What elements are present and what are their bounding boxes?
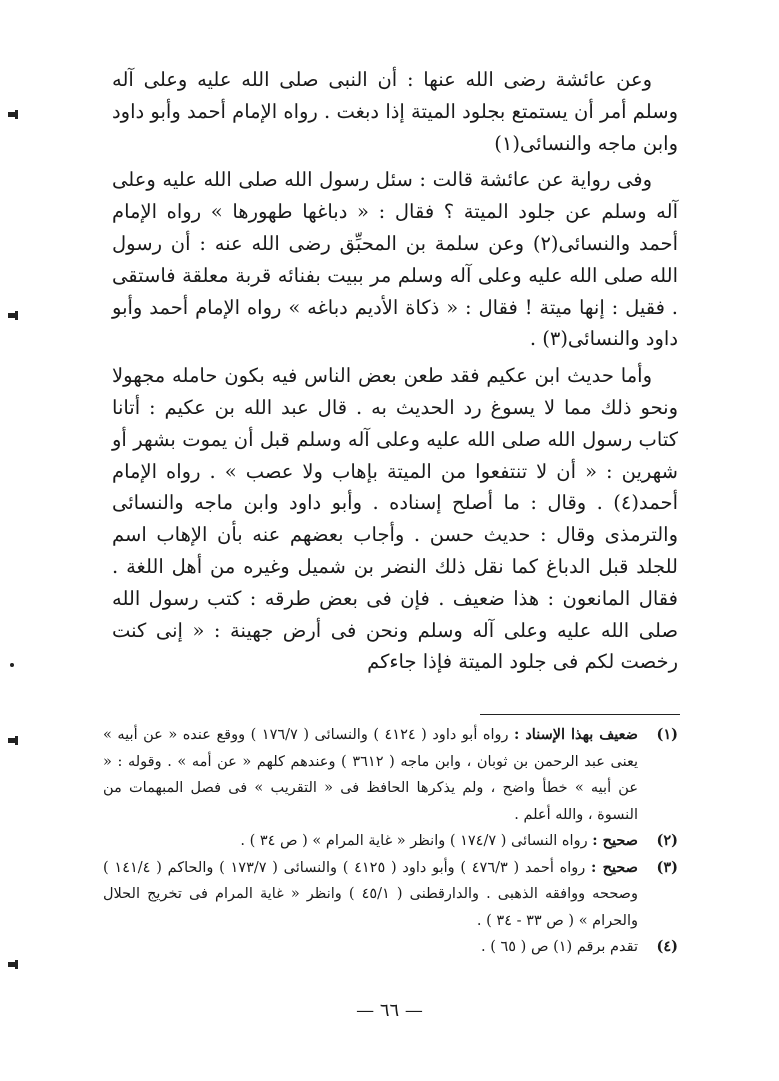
footnote <box>103 828 678 855</box>
paragraph: وفى رواية عن عائشة قالت : سئل رسول الله صلى الله عليه وعلى آله وسلم عن جلود الميتة ؟ فقال : « دباغها طهورها » رواه الإمام أحمد والنسائى(٢) وعن سلمة بن المحبِّق رضى الله عنه : أن رسول الله صلى الله عليه وعلى آله وسلم مر ببيت بفنائه قربة معلقة فاستقى . فقيل : إنها ميتة ! فقال : « ذكاة الأديم دباغه » رواه الإمام أحمد وأبو داود والنسائى(٣) . <box>112 168 678 351</box>
footnote-grade: ضعيف بهذا الإسناد : <box>514 726 638 743</box>
footnote-text <box>103 855 638 935</box>
page-number: — ٦٦ — <box>356 1000 423 1021</box>
footnote-number: (٣) <box>656 858 678 876</box>
footnote-text <box>103 828 638 855</box>
footnotes <box>103 722 678 961</box>
footnote-body: رواه أحمد ( ٤٧٦/٣ ) وأبو داود ( ٤١٢٥ ) والنسائى ( ١٧٣/٧ ) والحاكم ( ١٤١/٤ ) وصححه ووافقه الذهبى . والدارقطنى ( ٤٥/١ ) وانظر « غاية المرام فى تخريج الحلال والحرام » ( ص ٣٣ - ٣٤ ) . <box>103 859 638 929</box>
footnote-body: رواه أبو داود ( ٤١٢٤ ) والنسائى ( ١٧٦/٧ ) ووقع عنده « عن أبيه » يعنى عبد الرحمن بن ثوبان ، وابن ماجه ( ٣٦١٢ ) وعندهم كلهم « عن أمه » . وقوله : « عن أبيه » خطأ واضح ، ولم يذكرها الحافظ فى « التقريب » فى فصل المبهمات من النسوة ، والله أعلم . <box>103 727 638 823</box>
footnote-text <box>103 934 638 961</box>
footnote-divider <box>480 714 680 715</box>
footnote-text <box>103 722 638 828</box>
footnote-body: رواه النسائى ( ١٧٤/٧ ) وانظر « غاية المرام » ( ص ٣٤ ) . <box>240 833 588 849</box>
footnote <box>103 934 678 961</box>
paragraph: وأما حديث ابن عكيم فقد طعن بعض الناس فيه بكون حامله مجهولا ونحو ذلك مما لا يسوغ رد الحديث به . قال عبد الله بن عكيم : أتانا كتاب رسول الله صلى الله عليه وعلى آله وسلم قبل أن يموت بشهر أو شهرين : « أن لا تنتفعوا من الميتة بإهاب ولا عصب » . رواه الإمام أحمد(٤) . وقال : ما أصلح إسناده . وأبو داود وابن ماجه والنسائى والترمذى وقال : حديث حسن . وأجاب بعضهم عنه بأن الإهاب اسم للجلد قبل الدباغ كما نقل ذلك النضر بن شميل وغيره من أهل اللغة . فقال المانعون : هذا ضعيف . فإن فى بعض طرقه : كتب رسول الله صلى الله عليه وعلى آله وسلم ونحن فى أرض جهينة : « إنى كنت رخصت لكم فى جلود الميتة فإذا جاءكم <box>112 364 678 674</box>
margin-mark-icon <box>8 738 15 743</box>
footnote-number: (١) <box>656 726 678 743</box>
paragraph: وعن عائشة رضى الله عنها : أن النبى صلى الله عليه وعلى آله وسلم أمر أن يستمتع بجلود الميتة إذا دبغت . رواه الإمام أحمد وأبو داود وابن ماجه والنسائى(١) <box>112 68 678 155</box>
footnote-grade: صحيح : <box>592 832 638 849</box>
footnote <box>103 855 678 935</box>
margin-mark-icon <box>8 962 15 967</box>
main-text <box>112 64 678 683</box>
margin-mark-icon <box>8 112 15 117</box>
footnote-number: (٢) <box>656 832 678 849</box>
footnote <box>103 722 678 828</box>
footnote-grade: صحيح : <box>591 858 638 876</box>
footnote-body: تقدم برقم (١) ص ( ٦٥ ) . <box>481 939 638 955</box>
margin-dot-icon <box>10 663 14 667</box>
margin-mark-icon <box>8 313 15 318</box>
footnote-number: (٤) <box>656 938 678 955</box>
